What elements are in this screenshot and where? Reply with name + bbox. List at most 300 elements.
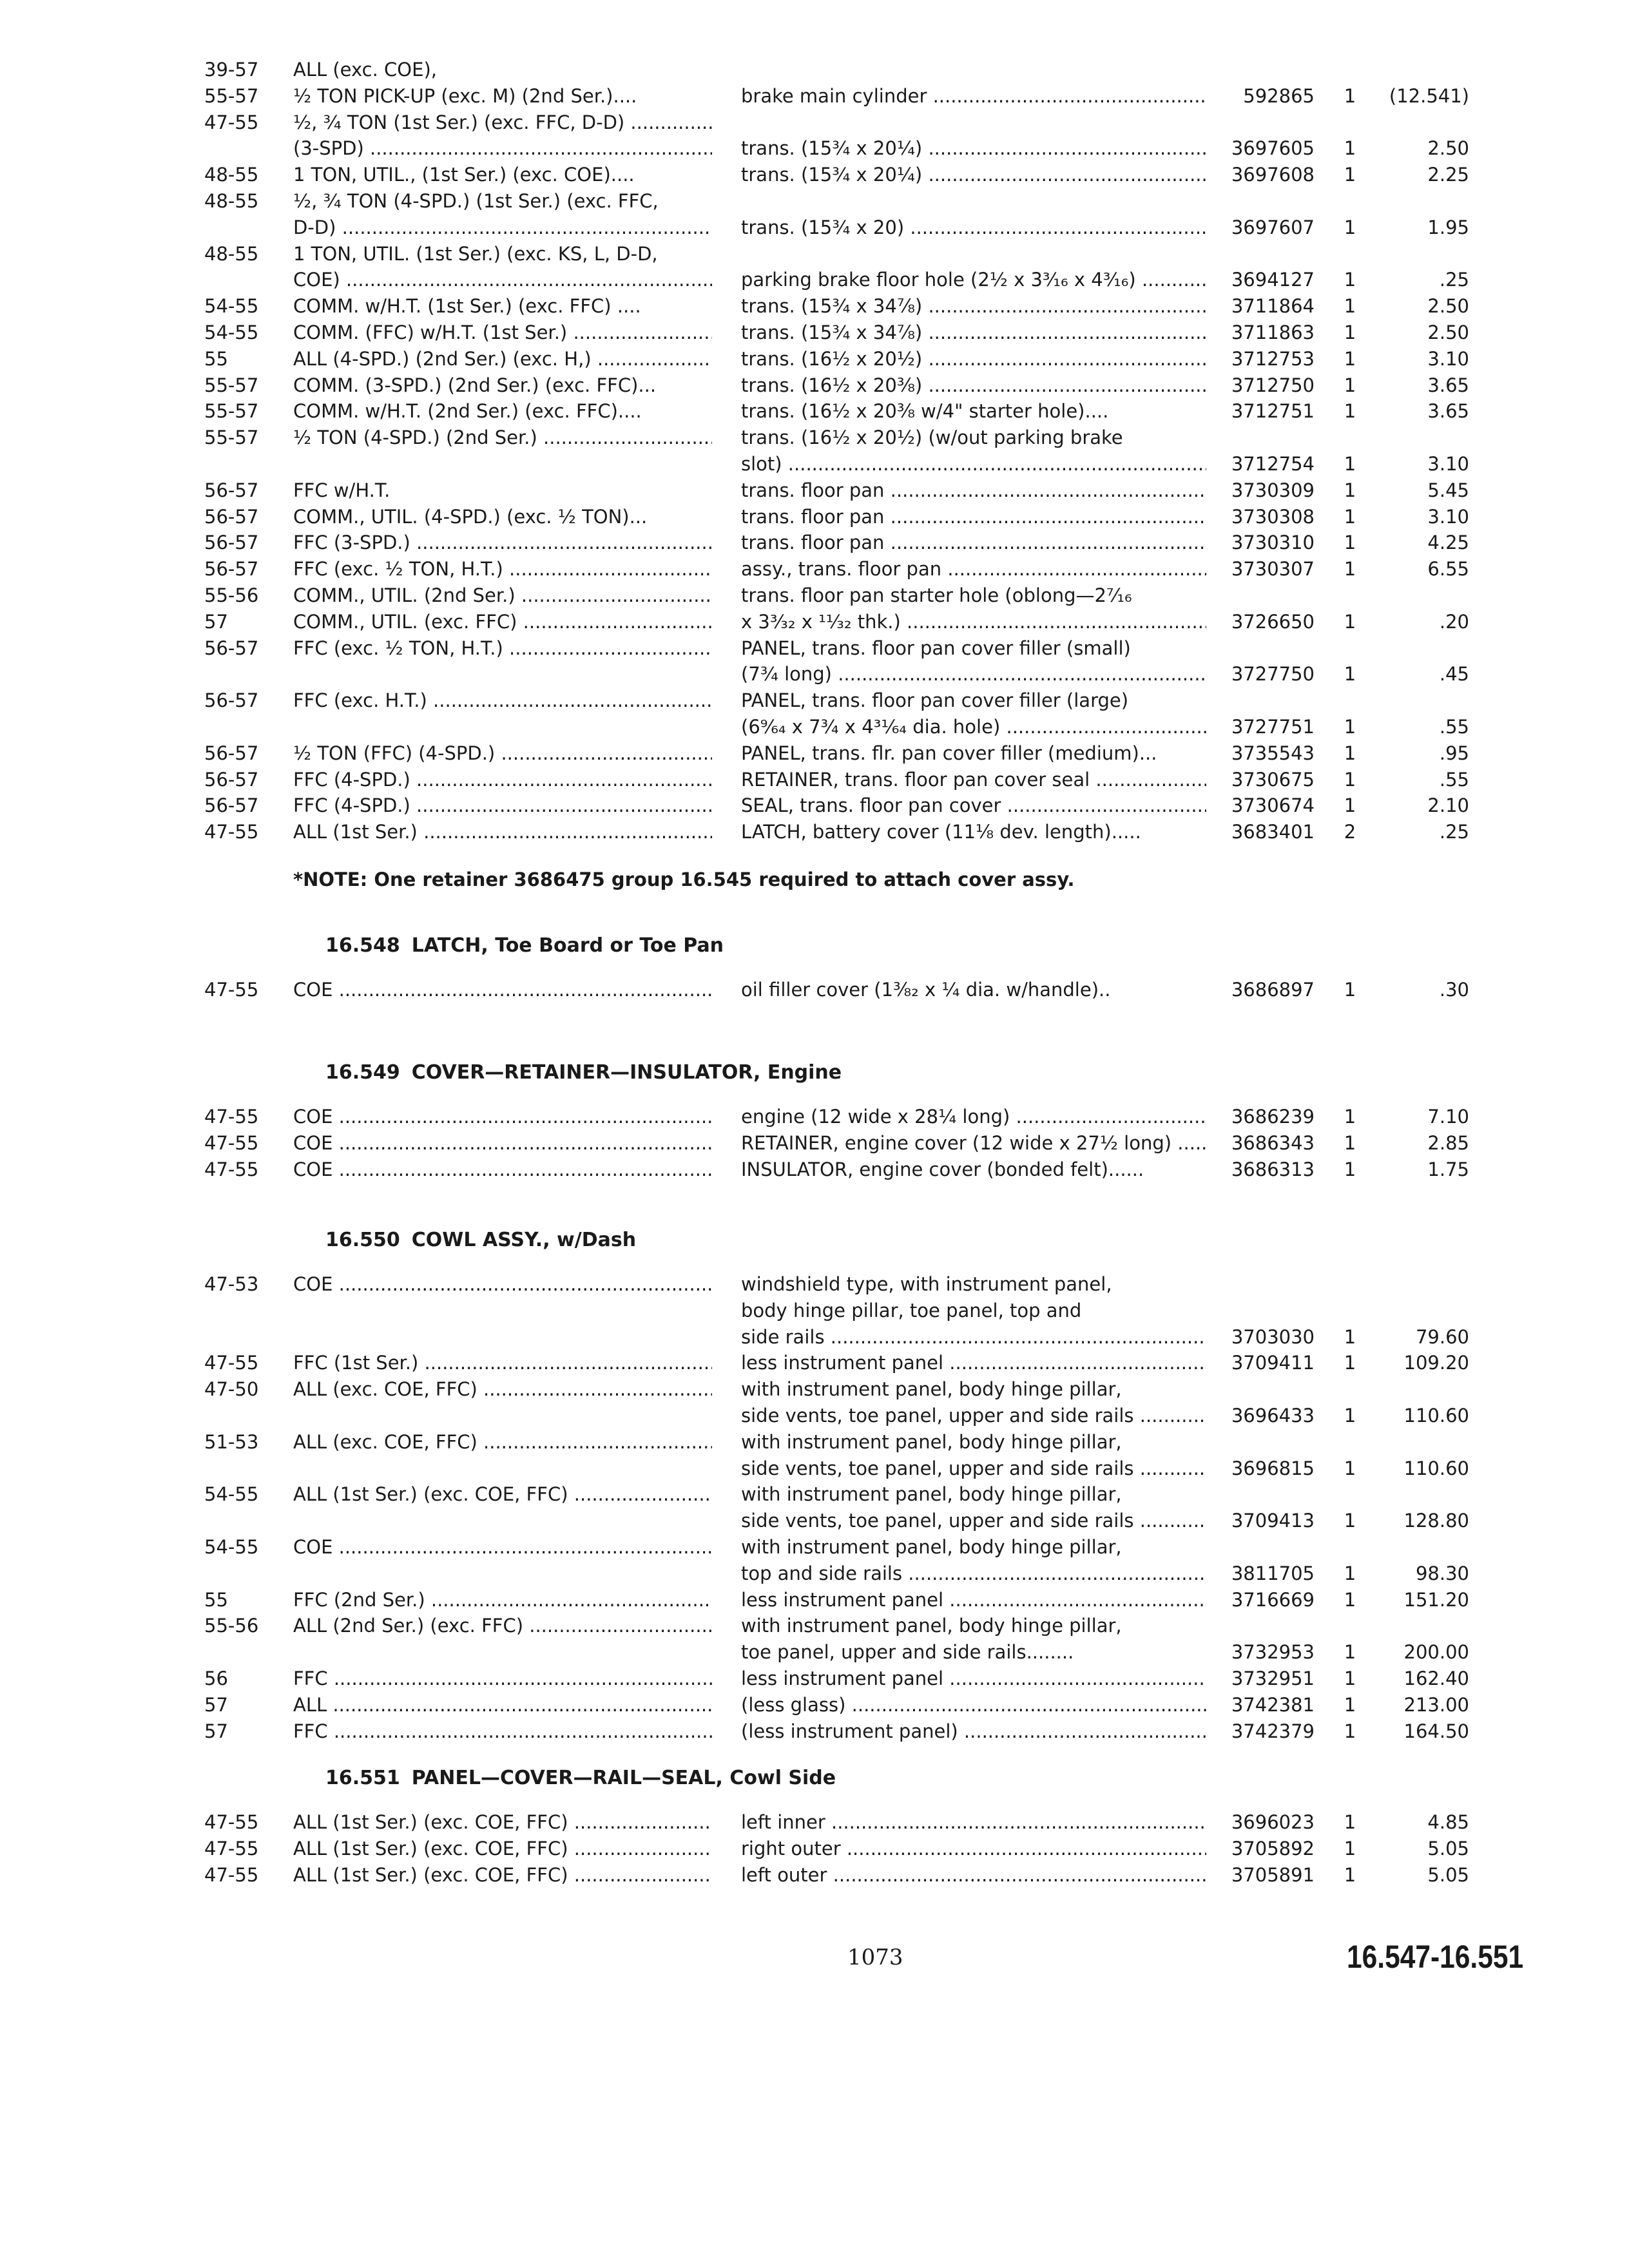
model-description: COE ..... [293, 977, 712, 1003]
model-description: COE ..... [293, 1534, 712, 1560]
price: .45 [1439, 663, 1469, 685]
table-row [0, 530, 1629, 555]
part-number: 3696433 [1231, 1405, 1315, 1427]
table-row [0, 1429, 1629, 1455]
table-row [0, 425, 1629, 450]
year-range: 39-57 [204, 59, 259, 81]
year-range: 47-55 [204, 111, 259, 133]
part-description: with instrument panel, body hinge pillar, [741, 1378, 1122, 1400]
part-number: 3683401 [1231, 821, 1315, 843]
table-row [0, 1130, 1629, 1156]
model-description: FFC (4-SPD.) ..... [293, 767, 712, 793]
model-description: COE ..... [293, 1271, 712, 1297]
table-row [0, 1350, 1629, 1376]
year-range: 56-57 [204, 689, 259, 711]
model-description: FFC ..... [293, 1666, 712, 1691]
quantity: 1 [1344, 716, 1356, 738]
price: 5.05 [1427, 1864, 1469, 1886]
year-range: 55-57 [204, 427, 259, 448]
part-description: trans. (15¾ x 20) ..... [741, 215, 1206, 240]
year-range: 48-55 [204, 164, 259, 186]
model-description: FFC (exc. H.T.) ..... [293, 687, 712, 713]
table-row [0, 135, 1629, 161]
price: .25 [1439, 269, 1469, 291]
quantity: 1 [1344, 1694, 1356, 1716]
part-number: 3696815 [1231, 1457, 1315, 1479]
quantity: 1 [1344, 1405, 1356, 1427]
price: 200.00 [1403, 1641, 1469, 1663]
part-description: side rails ..... [741, 1324, 1206, 1350]
quantity: 1 [1344, 1326, 1356, 1348]
price: 2.50 [1427, 137, 1469, 159]
part-description: trans. floor pan starter hole (oblong—2⁷⁄₁₆ [741, 584, 1132, 606]
price: 128.80 [1403, 1510, 1469, 1532]
price: 213.00 [1403, 1694, 1469, 1716]
model-description: COMM., UTIL. (2nd Ser.) ..... [293, 582, 712, 608]
price: 3.65 [1427, 400, 1469, 422]
model-description: D-D) ..... [293, 215, 712, 240]
quantity: 1 [1344, 1510, 1356, 1532]
table-row [0, 1157, 1629, 1182]
part-number: 3703030 [1231, 1326, 1315, 1348]
quantity: 1 [1344, 979, 1356, 1001]
year-range: 47-50 [204, 1378, 259, 1400]
table-row [0, 1104, 1629, 1129]
price: 164.50 [1403, 1720, 1469, 1742]
table-row [0, 451, 1629, 477]
model-description: COMM., UTIL. (exc. FFC) ..... [293, 609, 712, 635]
model-description: FFC (3-SPD.) ..... [293, 530, 712, 555]
part-description: trans. (16½ x 20½) (w/out parking brake [741, 427, 1123, 448]
part-description: RETAINER, trans. floor pan cover seal ..... [741, 767, 1206, 793]
table-row [0, 1862, 1629, 1888]
price: .55 [1439, 716, 1469, 738]
year-range: 51-53 [204, 1431, 259, 1453]
part-number: 3730310 [1231, 532, 1315, 553]
table-row [0, 1456, 1629, 1481]
part-number: 3727751 [1231, 716, 1315, 738]
model-description: 1 TON, UTIL. (1st Ser.) (exc. KS, L, D-D, [293, 243, 658, 265]
table-row [0, 1561, 1629, 1586]
year-range: 47-55 [204, 1106, 259, 1128]
price: 110.60 [1403, 1457, 1469, 1479]
part-number: 3712753 [1231, 348, 1315, 370]
part-description: windshield type, with instrument panel, [741, 1273, 1112, 1295]
part-number: 3686897 [1231, 979, 1315, 1001]
year-range: 47-55 [204, 979, 259, 1001]
note-text: *NOTE: One retainer 3686475 group 16.545 required to attach cover assy. [293, 869, 1075, 890]
price: .55 [1439, 769, 1469, 791]
model-description: COMM. (3-SPD.) (2nd Ser.) (exc. FFC)... [293, 374, 657, 396]
price: 79.60 [1415, 1326, 1469, 1348]
part-description: toe panel, upper and side rails........ [741, 1641, 1074, 1663]
table-row [0, 1508, 1629, 1533]
price: 1.95 [1427, 216, 1469, 238]
price: 2.85 [1427, 1132, 1469, 1154]
year-range: 56-57 [204, 742, 259, 764]
part-description: LATCH, battery cover (11⅛ dev. length)..... [741, 821, 1141, 843]
quantity: 1 [1344, 400, 1356, 422]
table-row [0, 977, 1629, 1003]
table-row [0, 1376, 1629, 1402]
model-description: COE ..... [293, 1157, 712, 1182]
part-description: with instrument panel, body hinge pillar, [741, 1536, 1122, 1558]
part-number: 3730309 [1231, 479, 1315, 501]
quantity: 1 [1344, 374, 1356, 396]
table-row [0, 556, 1629, 582]
quantity: 1 [1344, 85, 1356, 107]
quantity: 1 [1344, 611, 1356, 633]
section-range: 16.547-16.551 [1347, 1939, 1524, 1975]
model-description: COMM. w/H.T. (1st Ser.) (exc. FFC) .... [293, 295, 641, 317]
model-description: (3-SPD) ..... [293, 135, 712, 161]
table-row [0, 1324, 1629, 1350]
part-description: side vents, toe panel, upper and side rails ..... [741, 1456, 1206, 1481]
price: 2.25 [1427, 164, 1469, 186]
model-description: COMM. w/H.T. (2nd Ser.) (exc. FFC).... [293, 400, 642, 422]
table-row [0, 819, 1629, 845]
part-number: 3742381 [1231, 1694, 1315, 1716]
part-description: trans. floor pan ..... [741, 477, 1206, 503]
year-range: 54-55 [204, 1536, 259, 1558]
quantity: 1 [1344, 295, 1356, 317]
year-range: 47-55 [204, 1352, 259, 1374]
part-number: 3709411 [1231, 1352, 1315, 1374]
year-range: 55-57 [204, 400, 259, 422]
model-description: FFC (2nd Ser.) ..... [293, 1587, 712, 1613]
part-number: 3709413 [1231, 1510, 1315, 1532]
part-number: 3697605 [1231, 137, 1315, 159]
part-description: less instrument panel ..... [741, 1587, 1206, 1613]
table-row [0, 1587, 1629, 1613]
model-description: ALL (2nd Ser.) (exc. FFC) ..... [293, 1613, 712, 1639]
price: .25 [1439, 821, 1469, 843]
quantity: 1 [1344, 769, 1356, 791]
table-row [0, 793, 1629, 818]
part-number: 3686239 [1231, 1106, 1315, 1128]
price: 3.10 [1427, 506, 1469, 528]
part-number: 3705892 [1231, 1838, 1315, 1860]
group-number: 16.550 [325, 1229, 400, 1251]
year-range: 48-55 [204, 243, 259, 265]
part-number: 3697607 [1231, 216, 1315, 238]
part-description: side vents, toe panel, upper and side rails ..... [741, 1403, 1206, 1428]
price: 109.20 [1403, 1352, 1469, 1374]
part-number: 3696023 [1231, 1811, 1315, 1833]
price: 1.75 [1427, 1158, 1469, 1180]
part-description: trans. (16½ x 20⅜ w/4" starter hole).... [741, 400, 1109, 422]
price: 162.40 [1403, 1667, 1469, 1689]
quantity: 1 [1344, 1352, 1356, 1374]
part-number: 3716669 [1231, 1589, 1315, 1611]
part-number: 3712754 [1231, 453, 1315, 475]
table-row [0, 1692, 1629, 1718]
part-description: brake main cylinder ..... [741, 83, 1206, 109]
model-description: FFC w/H.T. [293, 479, 390, 501]
year-range: 55-56 [204, 1615, 259, 1637]
quantity: 1 [1344, 1589, 1356, 1611]
model-description: FFC ..... [293, 1718, 712, 1744]
part-number: 3686313 [1231, 1158, 1315, 1180]
price: 2.50 [1427, 295, 1469, 317]
part-number: 3811705 [1231, 1562, 1315, 1584]
year-range: 55-57 [204, 85, 259, 107]
part-description: side vents, toe panel, upper and side rails ..... [741, 1508, 1206, 1533]
quantity: 1 [1344, 1667, 1356, 1689]
part-description: trans. (16½ x 20½) ..... [741, 346, 1206, 372]
table-row [0, 767, 1629, 793]
table-row [0, 1271, 1629, 1297]
part-number: 3726650 [1231, 611, 1315, 633]
model-description: ALL (1st Ser.) (exc. COE, FFC) ..... [293, 1836, 712, 1861]
part-description: oil filler cover (1⅜₂ x ¼ dia. w/handle).. [741, 979, 1111, 1001]
part-number: 3730675 [1231, 769, 1315, 791]
year-range: 48-55 [204, 190, 259, 212]
part-number: 3705891 [1231, 1864, 1315, 1886]
table-row [0, 661, 1629, 687]
table-row [0, 1403, 1629, 1428]
table-row [0, 188, 1629, 214]
part-description: top and side rails ..... [741, 1561, 1206, 1586]
quantity: 1 [1344, 453, 1356, 475]
year-range: 55-57 [204, 374, 259, 396]
group-heading [325, 1765, 836, 1791]
part-number: 3694127 [1231, 269, 1315, 291]
quantity: 1 [1344, 269, 1356, 291]
year-range: 47-55 [204, 1864, 259, 1886]
table-row [0, 267, 1629, 293]
part-description: less instrument panel ..... [741, 1666, 1206, 1691]
quantity: 1 [1344, 1641, 1356, 1663]
table-row [0, 1718, 1629, 1744]
part-description: parking brake floor hole (2½ x 3³⁄₁₆ x 4³⁄₁₆) ..... [741, 267, 1206, 293]
year-range: 47-55 [204, 1158, 259, 1180]
quantity: 1 [1344, 532, 1356, 553]
part-description: with instrument panel, body hinge pillar, [741, 1431, 1122, 1453]
part-description: PANEL, trans. flr. pan cover filler (medium)... [741, 742, 1157, 764]
part-description: slot) ..... [741, 451, 1206, 477]
part-description: PANEL, trans. floor pan cover filler (large) [741, 689, 1129, 711]
part-description: INSULATOR, engine cover (bonded felt)...... [741, 1158, 1144, 1180]
table-row [0, 1639, 1629, 1665]
table-row [0, 293, 1629, 319]
part-description: trans. (15¾ x 20¼) ..... [741, 135, 1206, 161]
page-number: 1073 [847, 1945, 903, 1970]
year-range: 55-56 [204, 584, 259, 606]
part-number: 3742379 [1231, 1720, 1315, 1742]
table-row [0, 740, 1629, 766]
model-description: COE) ..... [293, 267, 712, 293]
table-row [0, 162, 1629, 187]
quantity: 1 [1344, 506, 1356, 528]
price: 3.10 [1427, 453, 1469, 475]
price: 98.30 [1415, 1562, 1469, 1584]
model-description: ALL ..... [293, 1692, 712, 1718]
group-heading [325, 933, 724, 959]
table-row [0, 83, 1629, 109]
quantity: 1 [1344, 1457, 1356, 1479]
part-number: 3711863 [1231, 322, 1315, 343]
price: 4.85 [1427, 1811, 1469, 1833]
quantity: 1 [1344, 558, 1356, 580]
year-range: 47-53 [204, 1273, 259, 1295]
group-title: COVER—RETAINER—INSULATOR, Engine [411, 1061, 842, 1084]
table-row [0, 398, 1629, 424]
model-description: 1 TON, UTIL., (1st Ser.) (exc. COE).... [293, 164, 635, 186]
part-description: trans. (16½ x 20⅜) ..... [741, 372, 1206, 398]
quantity: 1 [1344, 663, 1356, 685]
year-range: 56-57 [204, 532, 259, 553]
model-description: ALL (1st Ser.) (exc. COE, FFC) ..... [293, 1809, 712, 1835]
table-row [0, 1836, 1629, 1861]
quantity: 1 [1344, 1158, 1356, 1180]
table-row [0, 714, 1629, 740]
model-description: COE ..... [293, 1104, 712, 1129]
model-description: ALL (exc. COE), [293, 59, 437, 81]
year-range: 55 [204, 348, 228, 370]
price: .30 [1439, 979, 1469, 1001]
table-row [0, 1298, 1629, 1323]
model-description: FFC (1st Ser.) ..... [293, 1350, 712, 1376]
quantity: 1 [1344, 1132, 1356, 1154]
part-number: 3730308 [1231, 506, 1315, 528]
year-range: 57 [204, 1694, 228, 1716]
table-row [0, 215, 1629, 240]
model-description: ALL (exc. COE, FFC) ..... [293, 1376, 712, 1402]
part-description: left outer ..... [741, 1862, 1206, 1888]
price: 7.10 [1427, 1106, 1469, 1128]
part-description: (less glass) ..... [741, 1692, 1206, 1718]
year-range: 56-57 [204, 794, 259, 816]
part-number: 3697608 [1231, 164, 1315, 186]
part-number: 3686343 [1231, 1132, 1315, 1154]
table-row [0, 346, 1629, 372]
table-row [0, 1613, 1629, 1639]
year-range: 47-55 [204, 1132, 259, 1154]
table-row [0, 504, 1629, 530]
part-number: 3735543 [1231, 742, 1315, 764]
year-range: 57 [204, 1720, 228, 1742]
model-description: COMM., UTIL. (4-SPD.) (exc. ½ TON)... [293, 506, 648, 528]
group-number: 16.551 [325, 1767, 400, 1789]
quantity: 1 [1344, 742, 1356, 764]
quantity: 1 [1344, 348, 1356, 370]
price: 2.10 [1427, 794, 1469, 816]
year-range: 56-57 [204, 769, 259, 791]
table-row [0, 687, 1629, 713]
part-description: (7¾ long) ..... [741, 661, 1206, 687]
group-title: LATCH, Toe Board or Toe Pan [411, 934, 724, 957]
part-number: 3712750 [1231, 374, 1315, 396]
year-range: 47-55 [204, 1811, 259, 1833]
model-description: ½ TON PICK-UP (exc. M) (2nd Ser.).... [293, 85, 637, 107]
part-number: 3730307 [1231, 558, 1315, 580]
year-range: 56 [204, 1667, 228, 1689]
part-description: SEAL, trans. floor pan cover ..... [741, 793, 1206, 818]
group-title: COWL ASSY., w/Dash [411, 1229, 637, 1251]
part-number: 592865 [1243, 85, 1315, 107]
table-row [0, 57, 1629, 82]
year-range: 47-55 [204, 1838, 259, 1860]
price: 151.20 [1403, 1589, 1469, 1611]
quantity: 2 [1344, 821, 1356, 843]
quantity: 1 [1344, 164, 1356, 186]
quantity: 1 [1344, 322, 1356, 343]
price: 3.65 [1427, 374, 1469, 396]
part-description: trans. floor pan ..... [741, 504, 1206, 530]
part-description: PANEL, trans. floor pan cover filler (small) [741, 637, 1131, 659]
table-row [0, 582, 1629, 608]
part-description: trans. (15¾ x 20¼) ..... [741, 162, 1206, 187]
quantity: 1 [1344, 1838, 1356, 1860]
quantity: 1 [1344, 794, 1356, 816]
quantity: 1 [1344, 1864, 1356, 1886]
year-range: 56-57 [204, 479, 259, 501]
table-row [0, 372, 1629, 398]
part-description: trans. (15¾ x 34⅞) ..... [741, 320, 1206, 345]
price: .20 [1439, 611, 1469, 633]
model-description: FFC (exc. ½ TON, H.T.) ..... [293, 556, 712, 582]
year-range: 56-57 [204, 637, 259, 659]
quantity: 1 [1344, 479, 1356, 501]
table-row [0, 241, 1629, 267]
model-description: ALL (4-SPD.) (2nd Ser.) (exc. H,) ..... [293, 346, 712, 372]
model-description: COE ..... [293, 1130, 712, 1156]
part-number: 3732951 [1231, 1667, 1315, 1689]
part-description: with instrument panel, body hinge pillar, [741, 1483, 1122, 1505]
part-number: 3730674 [1231, 794, 1315, 816]
part-description: (less instrument panel) ..... [741, 1718, 1206, 1744]
part-number: 3727750 [1231, 663, 1315, 685]
group-heading [325, 1227, 636, 1253]
model-description: ALL (1st Ser.) (exc. COE, FFC) ..... [293, 1862, 712, 1888]
model-description: FFC (4-SPD.) ..... [293, 793, 712, 818]
group-number: 16.549 [325, 1061, 400, 1084]
group-heading [325, 1060, 842, 1086]
part-description: engine (12 wide x 28¼ long) ..... [741, 1104, 1206, 1129]
part-description: right outer ..... [741, 1836, 1206, 1861]
part-description: assy., trans. floor pan ..... [741, 556, 1206, 582]
model-description: ½ TON (4-SPD.) (2nd Ser.) ..... [293, 425, 712, 450]
part-number: 3712751 [1231, 400, 1315, 422]
table-row [0, 635, 1629, 661]
part-description: (6⁹⁄₆₄ x 7¾ x 4³¹⁄₆₄ dia. hole) ..... [741, 714, 1206, 740]
model-description: ALL (exc. COE, FFC) ..... [293, 1429, 712, 1455]
model-description: ½, ¾ TON (4-SPD.) (1st Ser.) (exc. FFC, [293, 190, 659, 212]
table-row [0, 477, 1629, 503]
table-row [0, 1666, 1629, 1691]
table-row [0, 1481, 1629, 1507]
table-row [0, 609, 1629, 635]
quantity: 1 [1344, 1562, 1356, 1584]
model-description: ALL (1st Ser.) (exc. COE, FFC) ..... [293, 1481, 712, 1507]
part-description: with instrument panel, body hinge pillar, [741, 1615, 1122, 1637]
part-description: body hinge pillar, toe panel, top and [741, 1300, 1082, 1321]
model-description: FFC (exc. ½ TON, H.T.) ..... [293, 635, 712, 661]
group-title: PANEL—COVER—RAIL—SEAL, Cowl Side [411, 1767, 836, 1789]
year-range: 54-55 [204, 295, 259, 317]
price: 5.05 [1427, 1838, 1469, 1860]
year-range: 56-57 [204, 506, 259, 528]
price: .95 [1439, 742, 1469, 764]
part-description: x 3³⁄₃₂ x ¹¹⁄₃₂ thk.) ..... [741, 609, 1206, 635]
price: 3.10 [1427, 348, 1469, 370]
price: 2.50 [1427, 322, 1469, 343]
quantity: 1 [1344, 1811, 1356, 1833]
year-range: 54-55 [204, 322, 259, 343]
part-number: 3732953 [1231, 1641, 1315, 1663]
table-row [0, 1809, 1629, 1835]
